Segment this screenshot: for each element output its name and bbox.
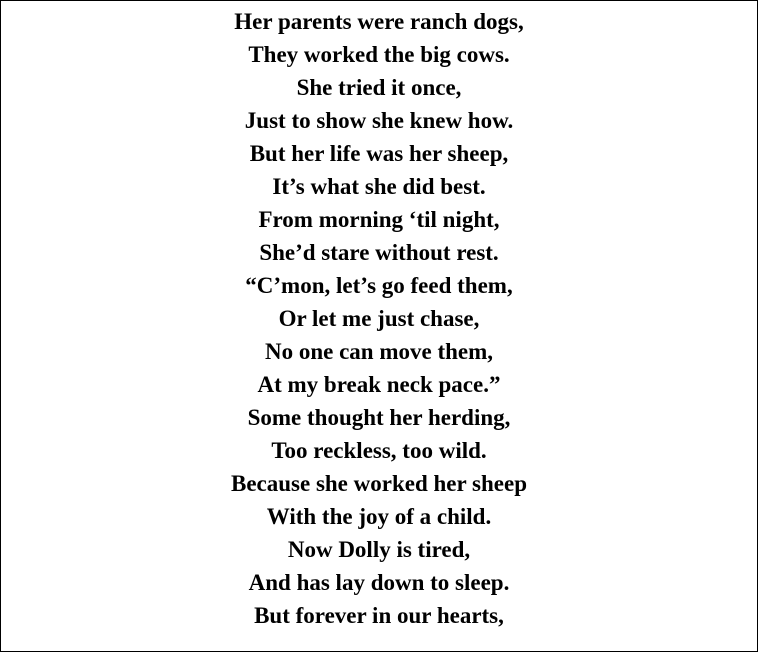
poem-line-15: Because she worked her sheep <box>230 471 527 496</box>
poem-line-12: At my break neck pace.” <box>257 372 501 397</box>
poem-text <box>1 5 757 632</box>
poem-line-19: But forever in our hearts, <box>254 603 504 628</box>
poem-line-18: And has lay down to sleep. <box>248 570 510 595</box>
poem-line-17: Now Dolly is tired, <box>287 537 471 562</box>
poem-line-3: She tried it once, <box>296 75 462 100</box>
poem-line-13: Some thought her herding, <box>247 405 511 430</box>
poem-line-16: With the joy of a child. <box>266 504 492 529</box>
poem-line-10: Or let me just chase, <box>278 306 480 331</box>
poem-line-2: They worked the big cows. <box>248 42 510 67</box>
poem-line-14: Too reckless, too wild. <box>271 438 487 463</box>
poem-line-5: But her life was her sheep, <box>249 141 509 166</box>
poem-line-4: Just to show she knew how. <box>244 108 514 133</box>
poem-line-8: She’d stare without rest. <box>259 240 499 265</box>
poem-line-7: From morning ‘til night, <box>258 207 500 232</box>
poem-line-11: No one can move them, <box>264 339 494 364</box>
poem-line-6: It’s what she did best. <box>272 174 486 199</box>
poem-line-1: Her parents were ranch dogs, <box>234 9 524 34</box>
poem-line-9: “C’mon, let’s go feed them, <box>245 273 513 298</box>
